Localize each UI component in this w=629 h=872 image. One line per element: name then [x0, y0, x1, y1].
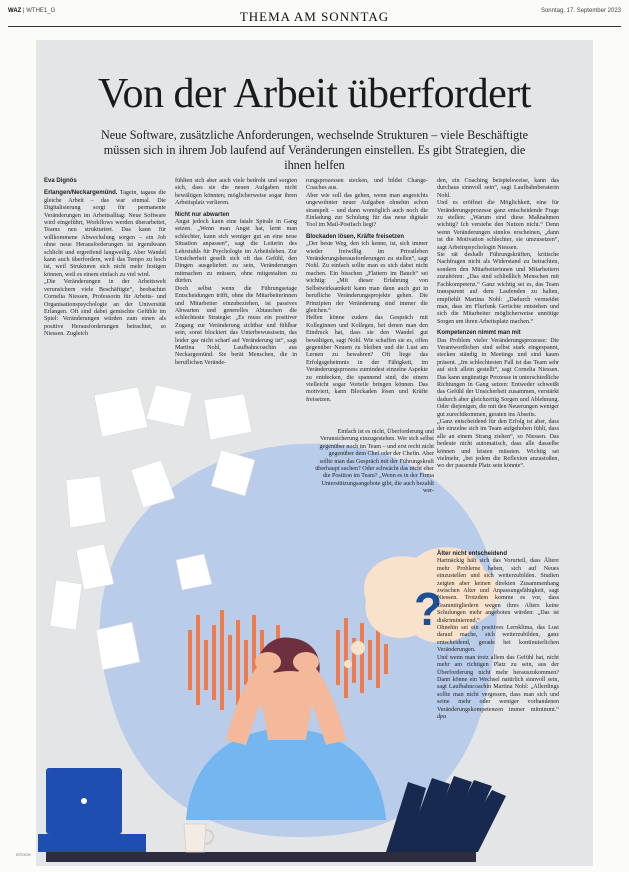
paragraph: rungsprozessen stecken, und bildet Change-Coaches aus.	[306, 178, 428, 192]
paragraph: Aber wie soll das gehen, wenn man angesichts ungewohnter neuer Aufgaben ohnehin schon strampelt – und dann womöglich auch noch die Einladung zur Schulung für das neue digitale Tool im Mail-Postfach liegt?	[306, 192, 428, 229]
column-3	[306, 178, 428, 404]
paragraph: Helfen könne zudem das Gespräch mit Kolleginnen und Kollegen, bei denen man den Eindruck hat, dass sie den Wandel gut bewältigen, sagt Nohl. Wie schaffen sie es, offen gegenüber Neuem zu bleiben und die Lust am Lernen zu bewahren? Oft liege das Erfolgsgeheimnis in der Fähigkeit, im Veränderungsprozess zumindest einzelne Aspekte zu entdecken, die spannend sind, die einem vielleicht sogar Vorteile bringen können. Das motiviert, kann Blockaden lösen und Kräfte freisetzen.	[306, 315, 428, 403]
subheading: Kompetenzen nimmt man mit	[437, 330, 521, 337]
column-1	[44, 178, 166, 339]
subheading: Älter nicht entscheidend	[437, 551, 508, 557]
column-3-continued	[314, 429, 434, 496]
paragraph: den, ein Coaching beispielsweise, kann das durchaus sinnvoll sein“, sagt Laufbahnberaterin Nohl.	[437, 178, 559, 199]
question-mark-icon: ?	[414, 583, 443, 635]
paragraph: Hartnäckig hält sich das Vorurteil, dass Ältere mehr Probleme haben, sich auf Neues einzustellen und sich weiterzubilden. Studien zeigten aber keinen direkten Zusammenhang zwischen Alter und Anpassungsfähigkeit, sagt Niessen. Trotzdem komme es vor, dass Teammitgliedern wegen ihres Alters keine Schulungen mehr angeboten würden: „Das ist diskriminierend.“	[437, 558, 559, 624]
paragraph: „Die Veränderungen in der Arbeitswelt verunsichern viele Beschäftigte“, beobachtet Cornelia Niessen, Professorin für Arbeits- und Organisationspsychologie an der Universität Erlangen. Oft sind dabei gemischte Gefühle im Spiel: Veränderungen würden zum einen als positive Herausforderungen betrachtet, so Niessen. Zugleich	[44, 279, 166, 338]
paragraph: Ohnehin sei ein positives Lernklima, das Lust darauf mache, sich weiterzubilden, ganz entscheidend, gerade bei kontinuierlichen Veränderungen.	[437, 625, 559, 654]
headline: Von der Arbeit überfordert	[98, 71, 531, 117]
paragraph: „Der beste Weg, den ich kenne, ist, sich immer wieder freiwillig im Privatleben Veränderungsherausforderungen zu stellen“, sagt Nohl. Zu einfach sollte man es sich dabei nicht machen. Ein bisschen „Flattern im Bauch“ sei wichtig: „Mit dieser Erfahrung von Selbstwirksamkeit kann man dann auch gut in berufliche Veränderungsprojekte gehen. Die Prinzipien der Veränderung sind immer die gleichen.“	[306, 241, 428, 314]
paragraph: fühlten sich aber auch viele bedroht und sorgten sich, dass sie die neuen Aufgaben nicht bewältigen könnten; möglicherweise sogar ihren Arbeitsplatz verlieren.	[175, 178, 297, 207]
subheading: Nicht nur abwarten	[175, 211, 230, 218]
agency-tag: dpa	[437, 713, 447, 720]
subheading: Blockaden lösen, Kräfte freisetzen	[306, 233, 405, 240]
desk	[46, 852, 476, 862]
masthead: WAZ | WTHE1_G	[8, 8, 56, 14]
header-rule	[8, 26, 621, 27]
dateline: Erlangen/Neckargemünd.	[44, 189, 118, 197]
paragraph: Erlangen/Neckargemünd. Tagein, tagaus die gleiche Arbeit – das war einmal. Die Digitalisierung sorgt für permanente Veränderungen im Arbeitsalltag: Neue Software wird eingeführt, Workflows werden überarbeitet, Teams neu strukturiert. Das kann für willkommene Abwechslung sorgen – ein Job ohne neue Herausforderungen ist irgendwann schlicht und ergreifend langweilig. Aber Wandel kann auch überfordern, weil das Tempo zu hoch ist, weil Strukturen sich nicht mehr festigen können, weil es einem einfach zu viel wird.	[44, 189, 166, 278]
column-2	[175, 178, 297, 367]
paragraph: Das Problem vieler Veränderungsprozesse: Die Verantwortlichen sind selbst stark eingespannt, stecken ständig in Meetings und sind kaum präsent. „Im schlechtesten Fall ist das Team sehr auf sich allein gestellt“, sagt Cornelia Niessen. Das kann ungünstige Prozesse in unterschiedliche Richtungen in Gang setzen: Entweder schweißt das Gefühl der Unsicherheit zusammen, verstärkt dadurch aber gleichzeitig Sorgen und Ablehnung. Oder diejenigen, die mit den Neuerungen weniger gut zurechtkommen, geraten ins Abseits.	[437, 337, 559, 418]
deck: Neue Software, zusätzliche Anforderungen, wechselnde Strukturen – viele Beschäftigte müssen sich in ihrem Job laufend auf Veränderungen einstellen. Es gibt Strategien, die ihnen helfen	[100, 128, 529, 172]
column-4	[437, 178, 559, 471]
laptop-icon	[38, 768, 146, 852]
paragraph: Und es eröffnet die Möglichkeit, eine für Veränderungsprozesse ganz entscheidende Frage zu stellen: „Warum sind diese Maßnahmen wichtig? Ich verstehe den Nutzen nicht.“ Denn wenn Veränderungen sinnlos erscheinen, „dann ist die Motivation schlechter, sie umzusetzen“, sagt Arbeitspsychologin Niessen.	[437, 200, 559, 251]
section-title: THEMA AM SONNTAG	[239, 9, 390, 24]
image-credit: ISTOCK	[16, 852, 31, 857]
paragraph: Einfach ist es nicht, Überforderung und Verunsicherung einzugestehen. Wer sich selbst gegenüber noch im Team – und erst recht nicht gegenüber dem Chef oder der Chefin. Aber sollte man das Gespräch mit der Führungskraft überhaupt suchen? Oder schwächt das nicht eher die Position im Team? „Wenn es in der Firma Unterstützungsangebote gibt, die auch bezahlt wer-	[315, 429, 434, 495]
byline: Eva Dignös	[44, 178, 77, 184]
paragraph: Und wenn man trotz allem das Gefühl hat, nicht mehr am richtigen Platz zu sein, aus der Überforderung nicht mehr herauszukommen? Dann könne ein Wechsel natürlich sinnvoll sein, sagt Laufbahncoachin Martina Nohl: „Allerdings sollte man nicht vergessen, dass man sich und seine mehr oder weniger vorhandenen Veränderungskompetenzen immer mitnimmt.“ dpa	[437, 654, 559, 720]
paragraph: „Ganz entscheidend für den Erfolg ist aber, dass der einzelne sich im Team aufgehoben fühlt, dass alle an einem Strang ziehen“, so Niessen. Das bedeute nicht automatisch, dass alle dasselbe können und leisten müssten. Wichtig sei vielmehr, „bei jedem die Reflexion anzustoßen, wo der passende Platz sein könnte“.	[437, 419, 559, 470]
paragraph: Sie rät deshalb Führungskräften, kritische Nachfragen nicht als Widerstand zu betrachten, sondern den Mitarbeiterinnen und Mitarbeitern zuzuhören: „Das sind schließlich Menschen mit Fachkompetenz.“ Ganz wichtig sei es, das Team transparent auf dem Laufenden zu halten, empfiehlt Martina Nohl: „Dadurch vermeidet man, dass im Flurfunk Gerüchte entstehen und sich die Mitarbeiter möglicherweise unnötige Sorgen um ihren Arbeitsplatz machen.“	[437, 252, 559, 325]
column-5	[437, 547, 559, 721]
paragraph: Doch selbst wenn die Führungsetage Entscheidungen trifft, ohne die Mitarbeiterinnen und Mitarbeiter einzubeziehen, ist passives Abwarten und generelles Abtauchen die schlechteste Strategie: „Es muss ein positiver Zugang zur Veränderung sichtbar und fühlbar sein, sonst blockiert das Unterbewusstsein, das leider gar nicht scharf auf Veränderung ist“, sagt Martina Nohl, Laufbahncoachin aus Neckargemünd. Sie berät Menschen, die in beruflichen Verände-	[175, 285, 297, 366]
paragraph: Angst jedoch kann eine fatale Spirale in Gang setzen. „Wenn man Angst hat, lernt man schlechter, kann sich weniger gut an eine neue Situation anpassen“, sagt die Leiterin des Lehrstuhls für Psychologie im Arbeitsleben. Zur Unsicherheit gesellt sich oft das Gefühl, den Dingen ausgeliefert zu sein, Veränderungen mitmachen zu müssen, ohne mitgestalten zu dürfen.	[175, 219, 297, 285]
issue-date: Sonntag, 17. September 2023	[540, 8, 621, 14]
article-panel	[36, 40, 593, 866]
coffee-mug-icon	[184, 824, 213, 852]
